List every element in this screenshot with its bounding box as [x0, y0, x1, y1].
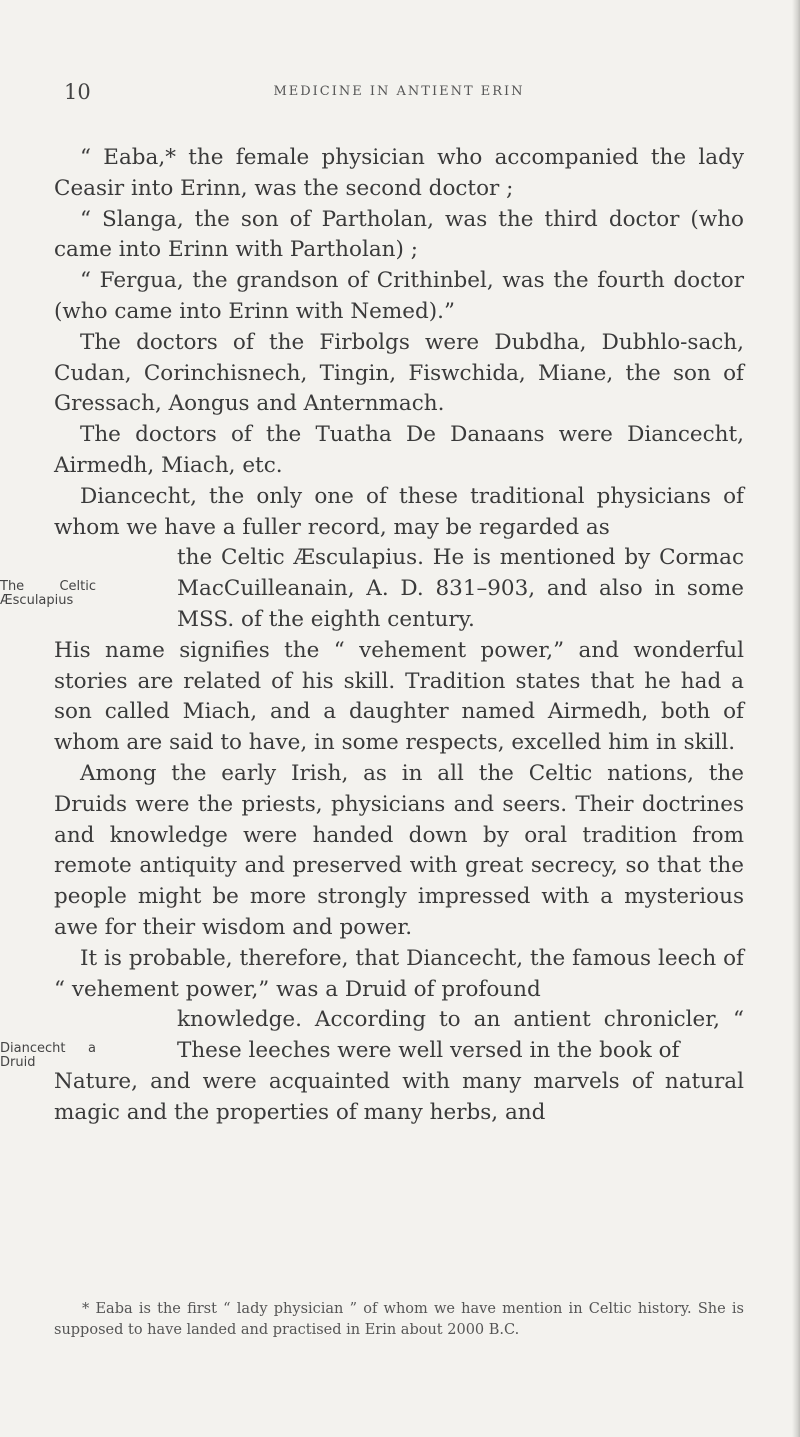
- sidenote-block-celtic: [0, 543, 744, 635]
- page-number: 10: [64, 80, 91, 104]
- paragraph-tuatha: The doctors of the Tuatha De Danaans were Diancecht, Airmedh, Miach, etc.: [54, 422, 744, 478]
- paragraph-fergua: “ Fergua, the grandson of Crithinbel, was the fourth doctor (who came into Erinn with Nemed).”: [54, 268, 744, 324]
- paragraph-eaba: “ Eaba,* the female physician who accompanied the lady Ceasir into Erinn, was the second doctor ;: [54, 145, 744, 201]
- paragraph-firbolgs: The doctors of the Firbolgs were Dubdha, Dubhlo-sach, Cudan, Corinchisnech, Tingin, Fiswchida, Miane, the son of Gressach, Aongus and Anternmach.: [54, 329, 744, 417]
- paragraph-vehement-power: His name signifies the “ vehement power,” and wonderful stories are related of his skill. Tradition states that he had a son called Miach, and a daughter named Airmedh, both of whom are said to have, in some respects, excelled him in skill.: [54, 637, 744, 756]
- sidenote-block-druid: [0, 1005, 744, 1071]
- paragraph-slanga: “ Slanga, the son of Partholan, was the third doctor (who came into Erinn with Partholan) ;: [54, 206, 744, 263]
- paragraph-chronicler: knowledge. According to an antient chronicler, “ These leeches were well versed in the book of: [177, 1007, 744, 1064]
- paragraph-diancecht-intro: Diancecht, the only one of these traditional physicians of whom we have a fuller record, may be regarded as: [54, 483, 744, 540]
- footnote-text: * Eaba is the first “ lady physician ” of whom we have mention in Celtic history. She is supposed to have landed and practised in Erin about 2000 B.C.: [54, 1301, 744, 1338]
- footnote: [54, 1299, 744, 1341]
- sidenote-celtic-aesculapius: The Celtic Æsculapius: [0, 579, 96, 609]
- paragraph-probable: It is probable, therefore, that Diancecht, the famous leech of “ vehement power,” was a Druid of profound: [54, 945, 744, 1002]
- paragraph-druids: Among the early Irish, as in all the Celtic nations, the Druids were the priests, physicians and seers. Their doctrines and knowledge were handed down by oral tradition from remote antiquity and preserved with great secrecy, so that the people might be more strongly impressed with a mysterious awe for their wisdom and power.: [54, 760, 744, 940]
- page-edge-shadow: [792, 0, 800, 1437]
- page-header: [54, 80, 744, 110]
- paragraph-celtic-aesculapius: the Celtic Æsculapius. He is mentioned by Cormac MacCuilleanain, A. D. 831–903, and also in some MSS. of the eighth century.: [177, 545, 744, 632]
- paragraph-nature: Nature, and were acquainted with many marvels of natural magic and the properties of many herbs, and: [54, 1068, 744, 1125]
- body-text: [0, 143, 744, 1129]
- running-head: MEDICINE IN ANTIENT ERIN: [273, 84, 525, 99]
- sidenote-diancecht-druid: Diancecht a Druid: [0, 1041, 96, 1071]
